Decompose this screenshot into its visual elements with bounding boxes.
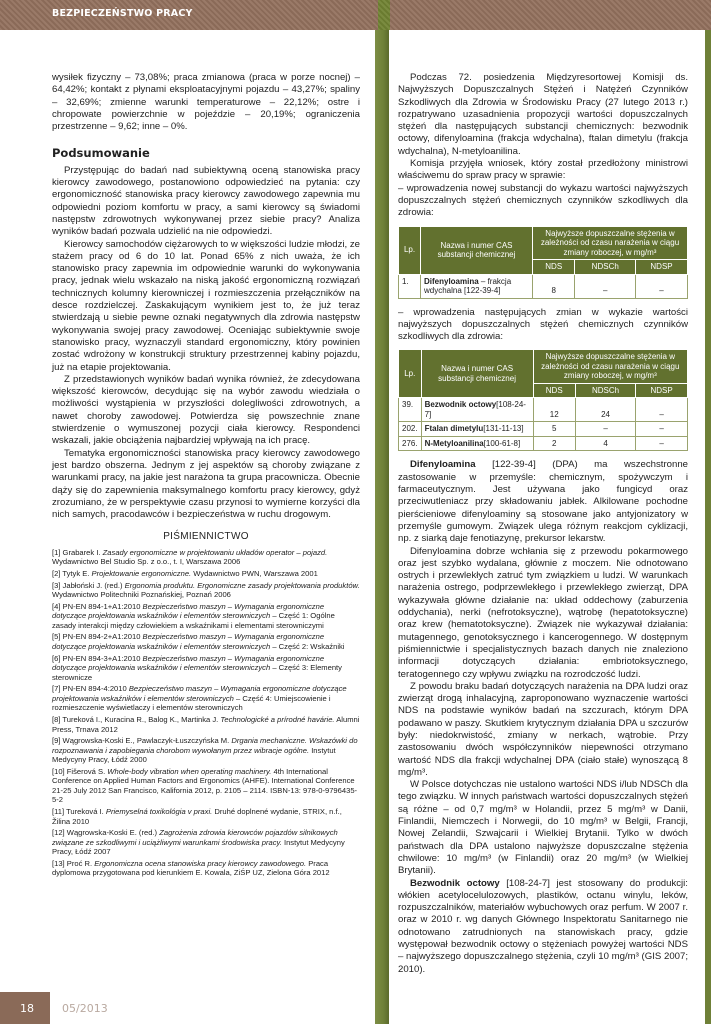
acetic-anhydride-term: Bezwodnik octowy [410,877,500,889]
table-row: 1. Difenyloamina – frakcja wdychalna [122-39-4] 8 – – [399,274,688,298]
dpa-nds-paragraph: Z powodu braku badań dotyczących narażenia na DPA ludzi oraz zwierząt drogą inhalacyjną, zaproponowano wyznaczenie wartości NDS na podstawie wyników badań na szczurach, którym DPA podawano w paszy. Skutkiem krytycznym działania DPA u szczurów były: niedokrwistość, zmiany w nerkach, wątrobie. Przy zastosowaniu dwóch współczynników niepewności otrzymano wartość NDS dla frakcji wdychalnej DPA (ciało stałe) wynoszącą 8 mg/m³. [398,680,688,778]
intro-paragraph: wysiłek fizyczny – 73,08%; praca zmianowa (praca w porze nocnej) – 64,42%; kontakt z płynami eksploatacyjnymi pojazdu – 43,27%; spaliny – 32,69%; zmienne warunki temperaturowe – 22,12%; ostre i chropowate powierzchnie w pojeździe – 20,19%; ograniczenia przestrzenne – 9,62; inne – 0%. [52,72,360,133]
references-list [52,548,360,878]
acetic-anhydride-paragraph: Bezwodnik octowy [108-24-7] jest stosowany do produkcji: włókien acetylocelulozowych, plastików, octanu winylu, leków, rozpuszczalników, materiałów wybuchowych oraz perfum. W 2007 r. oraz w 2010 r. wg danych Głównego Inspektoratu Sanitarnego nie odnotowano zatrudnionych na stanowiskach pracy, gdzie występował bezwodnik octowy o stężeniach powyżej wartości NDS – najwyższego dopuszczalnego stężenia, czyli 10 mg/m³ (GIS 2007; 2010). [398,877,688,975]
motion-paragraph: Komisja przyjęła wniosek, który został przedłożony ministrowi właściwemu do spraw pracy w sprawie: [398,158,688,182]
summary-paragraph-3: Z przedstawionych wyników badań wynika również, że zdecydowana większość kierowców, decydując się na wybór zawodu wiedziała o możliwości wystąpienia w przyszłości dolegliwości zdrowotnych, a nawet choroby zawodowej. Potwierdza się powszechnie znane stwierdzenie o wymuszonej pozycji ciała kierowcy. Respondenci wskazali, jakie obciążenia najbardziej wpływają na ich pracę. [52,373,360,447]
column-gutter [375,30,389,1024]
reference-item: [12] Wągrowska-Koski E. (red.) Zagrożenia zdrowia kierowców pojazdów silnikowych związane ze szkodliwymi i uciążliwymi warunkami środowiska pracy. Instytut Medycyny Pracy, Łódź 2007 [52,828,345,857]
header-bar [0,0,711,30]
page-number: 18 [20,1002,34,1015]
left-column [52,72,360,880]
reference-item: [9] Wągrowska-Koski E., Pawlaczyk-Łuszczyńska M. Drgania mechaniczne. Wskazówki do rozpoznawania i zapobiegania chorobom wywołanym przez wibracje ogólne. Instytut Medycyny Pracy, Łódź 2000 [52,736,358,765]
summary-paragraph-4: Tematyka ergonomiczności stanowiska pracy kierowcy zawodowego jest bardzo obszerna. Jednym z jej aspektów są choroby związane z warunkami pracy, na jakie jest narażona ta grupa pracownicza. Obecnie dąży się do zapewnienia maksymalnego komfortu pracy kierowcy, gdyż zrozumiano, że w perspektywie czasu przynosi to wymierne korzyści dla nich samych, pracodawców i bezpieczeństwa w ruchu drogowym. [52,447,360,521]
table-row: 39. Bezwodnik octowy[108-24-7] 12 24 – [399,398,688,422]
reference-item: [4] PN-EN 894-1+A1:2010 Bezpieczeństwo maszyn – Wymagania ergonomiczne dotyczące projektowania wskaźników i elementów sterowniczych – Część 1: Ogólne zasady interakcji między człowiekiem a wskaźnikami i elementami sterowniczymi [52,601,335,630]
reference-item: [3] Jabłoński J. (red.) Ergonomia produktu. Ergonomiczne zasady projektowania produktów. Wydawnictwo Politechniki Poznańskiej, Poznań 2006 [52,580,360,600]
col-lp: Lp. [399,226,421,274]
reference-item: [6] PN-EN 894-3+A1:2010 Bezpieczeństwo maszyn – Wymagania ergonomiczne dotyczące projektowania wskaźników i elementów sterowniczych – Część 3: Elementy sterownicze [52,653,342,682]
col-ndsp: NDSP [636,260,688,275]
dpa-international-paragraph: W Polsce dotychczas nie ustalono wartości NDS i/lub NDSCh dla tego związku. W innych państwach wartości dopuszczalnych stężeń są różne – od 0,7 mg/m³ w Holandii, przez 5 mg/m³ w Danii, Finlandii, Niemczech i Norwegii, do 10 mg/m³ w Belgii, Francji, Nowej Zelandii, Szwajcarii i Wielkiej Brytanii. Tylko w dwóch państwach dla DPA ustalono najwyższe dopuszczalne stężenia chwilowe: 10 mg/m³ (w Finlandii) oraz 20 mg/m³ (w Wielkiej Brytanii). [398,779,688,877]
dpa-paragraph: Difenyloamina [122-39-4] (DPA) ma wszechstronne zastosowanie w przemyśle: chemicznym, spożywczym i farmaceutycznym. Jest używana jako fungicyd oraz przeciwutleniacz przy składowaniu jabłek. Alkilowane pochodne pierścieniowe difenyloaminy są stosowane jako antyjonizatory w przemyśle gumowym. Związek ulega różnym reakcjom cyklizacji, np. z siarką daje fenotiazynę, prekursor lekarstw. [398,459,688,545]
commission-paragraph: Podczas 72. posiedzenia Międzyresortowej Komisji ds. Najwyższych Dopuszczalnych Stężeń i Natężeń Czynników Szkodliwych dla Zdrowia w Środowisku Pracy (27 lutego 2013 r.) rozpatrywano uzasadnienia propozycji wartości dopuszczalnych stężeń dla następujących substancji chemicznych: bezwodnik octowy, difenyloamina (frakcja wdychalna), ftalan dimetylu (frakcja wdychalna), N-metyloanilina. [398,72,688,157]
issue-number: 05/2013 [62,1002,108,1015]
reference-item: [11] Tureková I. Priemyselná toxikológia v praxi. Druhé doplnené wydanie, STRIX, n.f., Žilina 2010 [52,807,342,826]
page-edge [705,30,711,1024]
summary-paragraph-2: Kierowcy samochodów ciężarowych to w większości ludzie młodzi, ze stażem pracy od 6 do 10 lat. Ponad 65% z nich uważa, że ich stanowisko pracy zapewnia im odpowiednie warunki do wykonywania pracy, jednak wielu wskazało na niską jakość ergonomiczną rozwiązań technicznych kolumny kierowniczej i rozmieszczenia przełączników na desce rozdzielczej. Zaskakującym wynikiem jest to, że już teraz stwierdzają u siebie pewne oznaki negatywnych dla zdrowia następstw wykonywania swojej pracy zawodowej. Oceniając subiektywnie swoje stanowisko pracy, wyznaczyli standard ergonomiczny, który powinien zostać wdrożony w konstrukcji struktury przestrzennej kabiny pojazdu, już na etapie projektowania. [52,238,360,373]
section-title: BEZPIECZEŃSTWO PRACY [52,8,193,19]
changes-table [398,349,688,451]
reference-item: [1] Grabarek I. Zasady ergonomiczne w projektowaniu układów operator – pojazd. Wydawnictwo Bel Studio Sp. z o.o., t. I, Warszawa 2006 [52,547,328,567]
col-limits: Najwyższe dopuszczalne stężenia w zależności od czasu narażenia w ciągu zmiany roboczej, w mg/m³ [533,226,688,260]
reference-item: [2] Tytyk E. Projektowanie ergonomiczne. Wydawnictwo PWN, Warszawa 2001 [52,568,318,578]
table-row: 202. Ftalan dimetylu[131-11-13] 5 – – [399,422,688,437]
col-name: Nazwa i numer CAS substancji chemicznej [421,226,533,274]
new-substance-table [398,226,688,299]
right-column [398,72,688,976]
reference-item: [13] Proć R. Ergonomiczna ocena stanowiska pracy kierowcy zawodowego. Praca dyplomowa przygotowana pod kierunkiem E. Kowala, ZiŚP UZ, Zielona Góra 2012 [52,858,330,878]
header-accent [378,0,390,30]
reference-item: [10] Fišerová S. Whole-body vibration when operating machinery. 4th International Conference on Applied Human Factors and Ergonomics (AHFE). International Conference 21-25 July 2012 San Francisco, Kalifornia 2012, p. 2105 – 2114. ISBN-13: 978-0-9796435-5-2 [52,766,358,805]
references-title: PIŚMIENNICTWO [163,531,249,543]
col-nds: NDS [533,383,575,398]
col-lp: Lp. [399,350,422,398]
summary-paragraph-1: Przystępując do badań nad subiektywną oceną stanowiska pracy kierowcy zawodowego, postanowiono odpowiedzieć na pytania: czy ergonomiczność stanowiska pracy kierowcy zawodowego zapewnia mu odpowiedni poziom komfortu w pracy, a sami kierowcy są świadomi następstw zdrowotnych wykonywanej przez siebie pracy? Analiza wyników badań pozwala udzielić na nie odpowiedzi. [52,164,360,238]
table-row: 276. N-Metyloanilina[100-61-8] 2 4 – [399,436,688,451]
dpa-term: Difenyloamina [410,459,476,471]
summary-heading: Podsumowanie [52,146,150,161]
col-limits: Najwyższe dopuszczalne stężenia w zależności od czasu narażenia w ciągu zmiany roboczej, w mg/m³ [533,350,687,384]
col-nds: NDS [533,260,575,275]
col-ndsch: NDSCh [575,383,635,398]
reference-item: [7] PN-EN 894-4:2010 Bezpieczeństwo maszyn – Wymagania ergonomiczne dotyczące projektowania wskaźników i elementów sterowniczych – Część 4: Umiejscowienie i rozmieszczenie wyświetlaczy i elementów sterowniczych [52,684,347,713]
dpa-toxicity-paragraph: Difenyloamina dobrze wchłania się z przewodu pokarmowego oraz jest szybko wydalana, głównie z moczem. Nie odnotowano ostrych i przewlekłych zatruć tym związkiem u ludzi. W warunkach narażenia ostrego, podprzewlekłego i przewlekłego zwierząt, DPA wykazywała główne działanie na: układ oddechowy (zaburzenia oddychania), nerki (nefrotoksyczne), wątrobę (hepatotoksyczne) oraz krew (hematotoksyczne). Związek nie wykazywał działania: mutagennego, genotoksycznego i kancerogennego. W dostępnym piśmiennictwie i specjalistycznych bazach danych nie znaleziono informacji dotyczących działania: embriotoksycznego, teratogennego czy wpływu związku na rozrodczość ludzi. [398,545,688,680]
col-name: Nazwa i numer CAS substancji chemicznej [421,350,533,398]
changes-intro: – wprowadzenia następujących zmian w wykazie wartości najwyższych dopuszczalnych stężeń chemicznych czynników szkodliwych dla zdrowia: [398,306,688,343]
col-ndsch: NDSCh [575,260,636,275]
new-substance-intro: – wprowadzenia nowej substancji do wykazu wartości najwyższych dopuszczalnych stężeń chemicznych czynników szkodliwych dla zdrowia: [398,182,688,219]
reference-item: [8] Tureková I., Kuracina R., Balog K., Martinka J. Technologické a prírodné havárie. Alumni Press, Trnava 2012 [52,715,360,734]
reference-item: [5] PN-EN 894-2+A1:2010 Bezpieczeństwo maszyn – Wymagania ergonomiczne dotyczące projektowania wskaźników i elementów sterowniczych – Część 2: Wskaźniki [52,632,345,651]
col-ndsp: NDSP [636,383,688,398]
